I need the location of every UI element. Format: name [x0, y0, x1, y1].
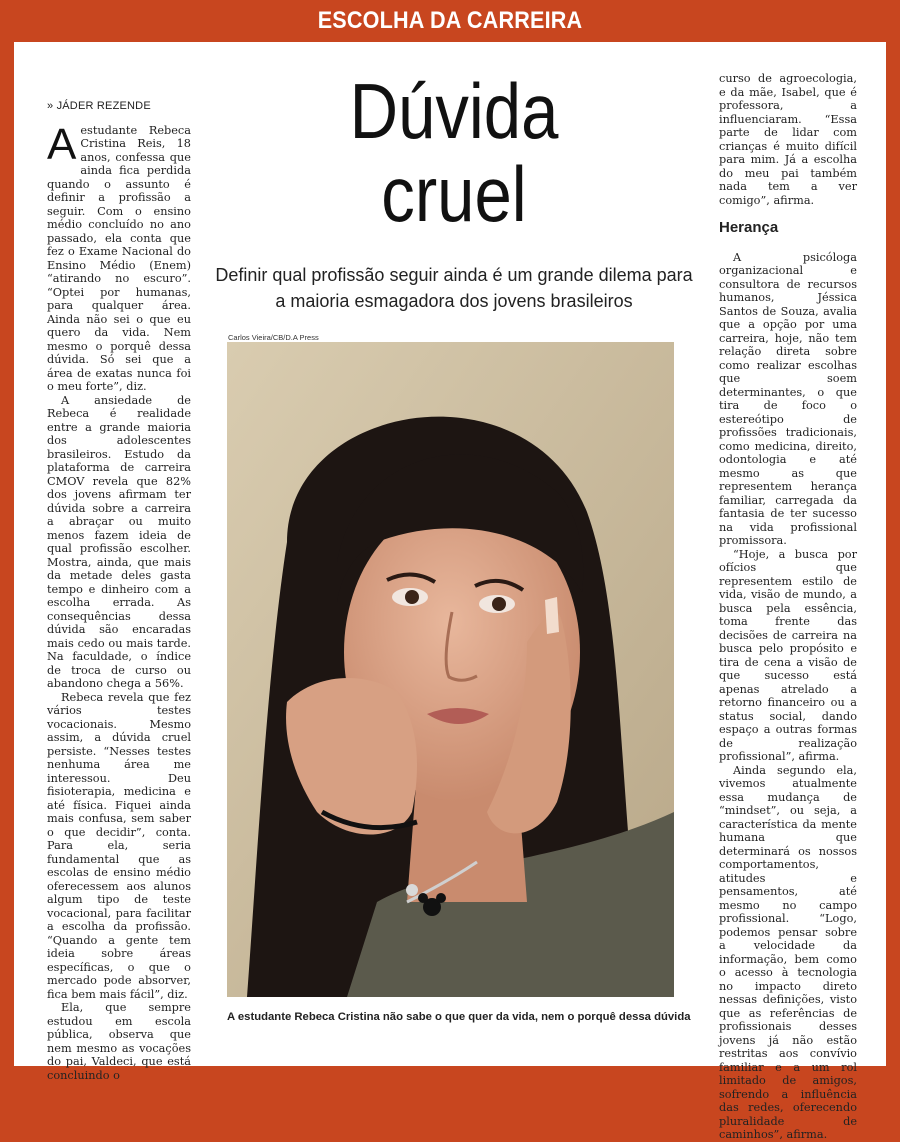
right-column [719, 72, 857, 1141]
headline-line: Dúvida [349, 67, 559, 155]
portrait-illustration [227, 342, 674, 997]
body-paragraph: “Hoje, a busca por ofícios que representem estilo de vida, visão de mundo, a busca pela essência, toma frente das decisões de carreira na busca pelo propósito e tira de cena a visão de que sucesso está apenas atrelado a retorno financeiro ou a status social, dando espaço a outras formas de realização profissional”, afirma. [719, 547, 857, 763]
body-paragraph: A ansiedade de Rebeca é realidade entre a grande maioria dos adolescentes brasileiros. Estudo da plataforma de carreira CMOV revela que 82% dos jovens afirmam ter dúvida sobre a carreira a abraçar ou muito menos fazem ideia de qual profissão escolher. Mostra, ainda, que mais da metade deles gasta tempo e dinheiro com a escolha errada. As consequências dessa dúvida são encaradas mais cedo ou mais tarde. Na faculdade, o índice de troca de curso ou abandono chega a 56%. [47, 393, 191, 690]
body-paragraph: Ainda segundo ela, vivemos atualmente essa mudança de “mindset”, ou seja, a característica da mente humana que determinará os nossos comportamentos, atitudes e pensamentos, até mesmo no campo profissional. “Logo, podemos pensar sobre a velocidade da informação, bem como o acesso à tecnologia no impacto direto nessas definições, visto que as referências de profissionais desses jovens já não estão restritas aos convívio familiar e a um rol limitado de amigos, sofrendo a influência das redes, oferecendo pluralidade de caminhos”, afirma. [719, 763, 857, 1141]
headline-line: cruel [381, 150, 527, 238]
drop-cap: A [47, 119, 77, 169]
section-title: ESCOLHA DA CARREIRA [317, 7, 583, 34]
article-page [14, 42, 886, 1141]
body-paragraph: Rebeca revela que fez vários testes vocacionais. Mesmo assim, a dúvida cruel persiste. “Nesses testes nenhuma área me interessou. Deu fisioterapia, medicina e até física. Fiquei ainda mais confusa, sem saber o que decidir”, conta. Para ela, seria fundamental que as escolas de ensino médio oferecessem aos alunos algum tipo de teste vocacional, para facilitar a escolha da profissão. “Quando a gente tem ideia sobre áreas específicas, o que o mercado pode absorver, fica bem mais fácil”, diz. [47, 690, 191, 1001]
subhead: Herança [719, 219, 779, 236]
body-paragraph: A psicóloga organizacional e consultora de recursos humanos, Jéssica Santos de Souza, avalia que a opção por uma carreira, hoje, não tem relação direta sobre como realizar escolhas que soem determinantes, o que tira de foco o estereótipo de profissões tradicionais, como medicina, direito, odontologia e até mesmo as que representem herança familiar, carregada da fantasia de ter sucesso na vida profissional promissora. [719, 250, 857, 547]
headline [242, 67, 665, 238]
photo-student [227, 342, 674, 997]
section-header [0, 0, 900, 42]
photo-credit: Carlos Vieira/CB/D.A Press [228, 333, 319, 342]
photo-caption: A estudante Rebeca Cristina não sabe o que quer da vida, nem o porquê dessa dúvida [227, 1011, 691, 1023]
body-paragraph: Ela, que sempre estudou em escola pública, observa que nem mesmo as vocações do pai, Valdeci, que está concluindo o [47, 1001, 191, 1082]
byline: » JÁDER REZENDE [47, 100, 151, 112]
deck-subtitle: Definir qual profissão seguir ainda é um grande dilema para a maioria esmagadora dos jovens brasileiros [215, 265, 693, 311]
body-paragraph: curso de agroecologia, e da mãe, Isabel, que é professora, a influenciaram. “Essa parte de lidar com crianças é muito difícil para mim. Já a escolha do meu pai também nada tem a ver comigo”, afirma. [719, 72, 857, 207]
left-column [47, 100, 191, 1082]
lead-paragraph: Aestudante Rebeca Cristina Reis, 18 anos, confessa que ainda fica perdida quando o assunto é definir a profissão a seguir. Com o ensino médio concluído no ano passado, ela conta que fez o Exame Nacional do Ensino Médio (Enem) “atirando no escuro”. “Optei por humanas, para qualquer área. Ainda não sei o que eu quero da vida. Nem mesmo o porquê dessa dúvida. Só sei que a área de exatas nunca foi o meu forte”, diz. [47, 119, 191, 393]
